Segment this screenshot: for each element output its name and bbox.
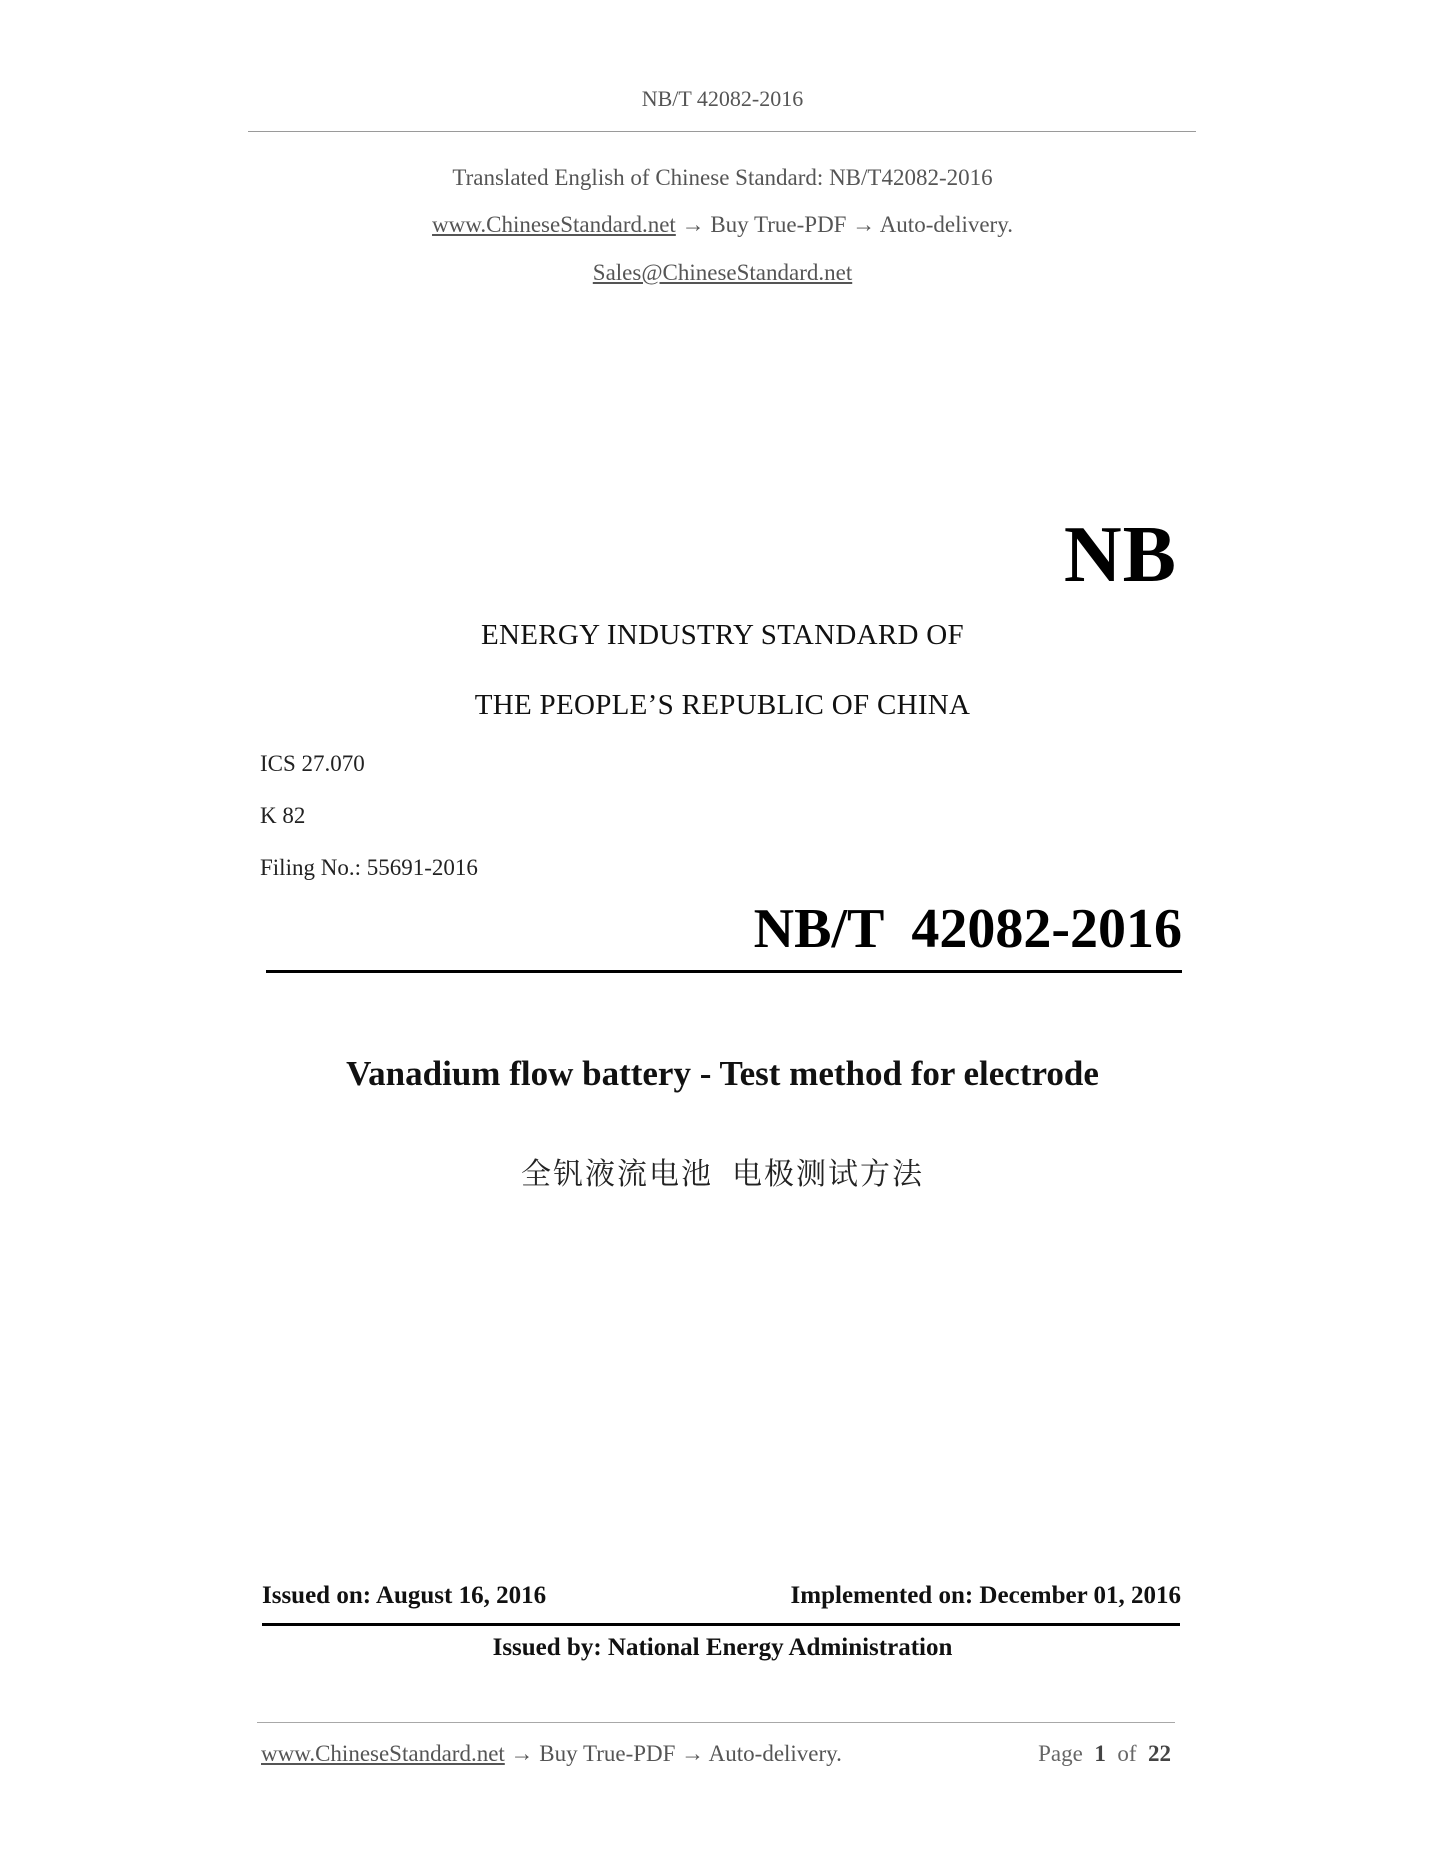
classification-code: K 82 (260, 803, 306, 828)
page-label: Page (1038, 1741, 1083, 1766)
standard-logo: NB (1063, 511, 1177, 599)
total-pages: 22 (1148, 1741, 1171, 1766)
current-page: 1 (1094, 1741, 1106, 1766)
footer-buy-text: → Buy True-PDF → Auto-delivery. (510, 1741, 842, 1766)
buy-text: → Buy True-PDF → Auto-delivery. (681, 212, 1013, 237)
title-divider (266, 970, 1182, 973)
issuing-authority: Issued by: National Energy Administration (492, 1634, 953, 1661)
header-divider (248, 131, 1196, 132)
document-title-chinese: 全钒液流电池 电极测试方法 (521, 1158, 924, 1191)
footer-site-link[interactable]: www.ChineseStandard.net (261, 1741, 505, 1766)
translation-notice: Translated English of Chinese Standard: NB/T42082-2016 (452, 165, 993, 190)
implemented-on-date: Implemented on: December 01, 2016 (790, 1582, 1181, 1609)
page-indicator (1038, 1741, 1171, 1767)
org-line-1: ENERGY INDUSTRY STANDARD OF (481, 619, 964, 651)
of-label: of (1117, 1741, 1137, 1766)
filing-number: Filing No.: 55691-2016 (260, 855, 478, 880)
org-line-2: THE PEOPLE’S REPUBLIC OF CHINA (474, 689, 971, 721)
standard-number: NB/T 42082-2016 (753, 898, 1182, 960)
email-link[interactable]: Sales@ChineseStandard.net (592, 260, 853, 285)
email-line (0, 260, 1445, 286)
running-header: NB/T 42082-2016 (641, 86, 804, 111)
site-link[interactable]: www.ChineseStandard.net (432, 212, 676, 237)
ics-code: ICS 27.070 (260, 751, 365, 776)
purchase-line (0, 212, 1445, 238)
footer-purchase-line (261, 1741, 842, 1767)
document-title: Vanadium flow battery - Test method for electrode (346, 1054, 1099, 1093)
issue-divider (262, 1623, 1180, 1626)
footer-divider (257, 1722, 1175, 1723)
issued-on-date: Issued on: August 16, 2016 (262, 1582, 547, 1609)
